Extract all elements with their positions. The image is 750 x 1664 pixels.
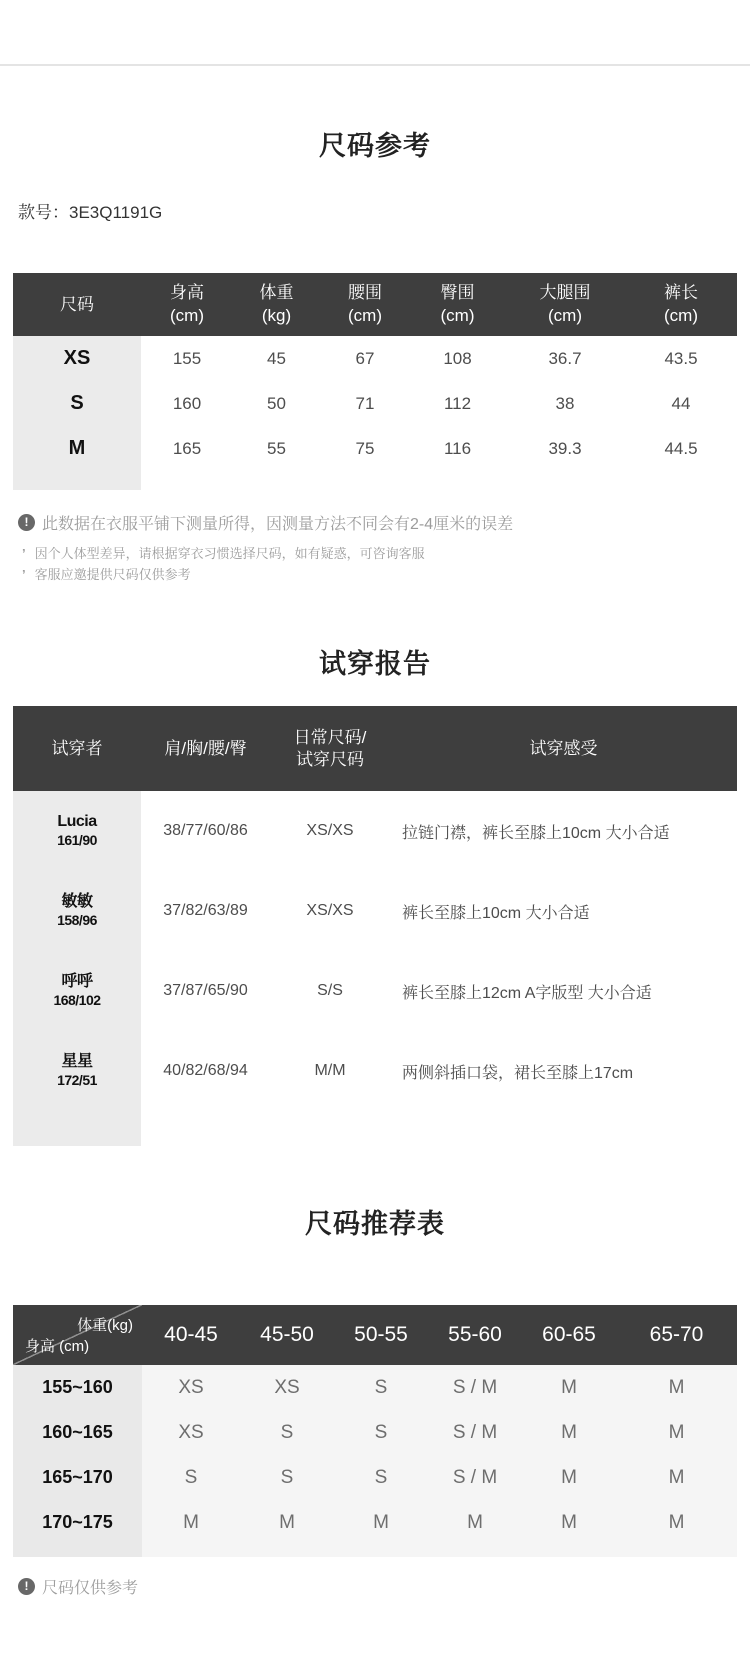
reco-size-cell: S	[334, 1410, 428, 1455]
cell-waist: 67	[355, 348, 375, 368]
feel-cell: 两侧斜插口袋，裙长至膝上17cm	[402, 1064, 634, 1082]
reco-size-cell: M	[616, 1455, 737, 1500]
bullet-icon: ’	[22, 546, 26, 562]
cell-weight: 55	[267, 438, 286, 458]
reco-row	[13, 1455, 737, 1500]
sub-note-text: 客服应邀提供尺码仅供参考	[34, 567, 191, 583]
size-reference-table	[13, 273, 737, 490]
reco-size-cell: M	[240, 1500, 334, 1545]
size-recommend-table	[13, 1305, 737, 1557]
reco-row	[13, 1500, 737, 1545]
measure-note	[18, 511, 750, 534]
weight-range-header: 40-45	[142, 1305, 240, 1365]
sub-notes	[22, 543, 750, 585]
spacer-cell	[13, 1111, 141, 1146]
header-label: 体重	[259, 283, 294, 303]
reco-size-cell: M	[334, 1500, 428, 1545]
size-row-xs	[13, 336, 737, 381]
fit-report-title: 试穿报告	[319, 649, 431, 680]
reco-size-cell: M	[428, 1500, 522, 1545]
reco-size-cell: M	[616, 1365, 737, 1410]
reco-size-cell: M	[142, 1500, 240, 1545]
exclamation-icon: !	[18, 514, 35, 531]
sub-note	[22, 564, 750, 585]
reco-note	[18, 1575, 750, 1598]
size-cell: S/S	[317, 982, 343, 1000]
spacer-cell	[13, 1545, 142, 1557]
reco-size-cell: S	[240, 1455, 334, 1500]
reco-size-cell: M	[616, 1500, 737, 1545]
size-table-header-size	[13, 273, 141, 336]
model-number: 款号：3E3Q1191G	[18, 203, 163, 223]
weight-range-header: 65-70	[616, 1305, 737, 1365]
size-label: M	[13, 426, 141, 471]
fit-row	[13, 1031, 737, 1111]
fit-table-spacer-row	[13, 1111, 737, 1146]
reco-size-cell: M	[522, 1455, 616, 1500]
header-label: 裤长	[664, 283, 698, 303]
size-cell: XS/XS	[306, 902, 354, 920]
fit-header-size	[270, 706, 390, 791]
cell-thigh: 38	[555, 393, 575, 413]
height-range-label: 170~175	[13, 1500, 142, 1545]
header-label: 试穿感受	[529, 738, 598, 758]
spacer-cell	[142, 1545, 737, 1557]
height-range-label: 155~160	[13, 1365, 142, 1410]
reco-size-cell: M	[522, 1410, 616, 1455]
size-label: S	[13, 381, 141, 426]
reco-size-cell: XS	[142, 1365, 240, 1410]
size-table-header-thigh	[505, 273, 625, 336]
fit-report-table	[13, 706, 737, 1146]
sub-note	[22, 543, 750, 564]
header-unit: (cm)	[440, 305, 475, 325]
tester-stats: 172/51	[57, 1072, 97, 1089]
cell-thigh: 39.3	[548, 438, 582, 458]
size-table-header-weight	[233, 273, 320, 336]
header-label: 肩/胸/腰/臀	[164, 738, 247, 758]
reco-table-header-row	[13, 1305, 737, 1365]
header-unit: (cm)	[548, 305, 582, 325]
spacer-cell	[141, 1111, 737, 1146]
reco-size-cell: S	[334, 1365, 428, 1410]
spacer-cell	[141, 471, 737, 490]
size-table-header-hip	[410, 273, 505, 336]
feel-cell: 裤长至膝上12cm A字版型 大小合适	[402, 984, 652, 1002]
corner-weight-label: 体重(kg)	[77, 1317, 133, 1335]
size-recommend-title: 尺码推荐表	[305, 1209, 445, 1240]
tester-stats: 161/90	[57, 832, 97, 849]
size-reference-title: 尺码参考	[319, 131, 431, 161]
bullet-icon: ’	[22, 567, 26, 583]
cell-pant-length: 44	[671, 393, 691, 413]
fit-header-feel	[390, 706, 737, 791]
size-table-header-row	[13, 273, 737, 336]
size-table-header-height	[141, 273, 233, 336]
header-label: 尺码	[60, 294, 94, 314]
header-label: 大腿围	[539, 283, 591, 303]
corner-height-label: 身高 (cm)	[25, 1338, 90, 1356]
fit-row	[13, 791, 737, 871]
weight-range-header: 50-55	[334, 1305, 428, 1365]
corner-header-cell	[13, 1305, 142, 1365]
tester-cell	[13, 951, 141, 1031]
cell-thigh: 36.7	[548, 348, 582, 368]
height-range-label: 160~165	[13, 1410, 142, 1455]
header-unit: (cm)	[170, 305, 204, 325]
tester-name: Lucia	[57, 813, 97, 831]
tester-name: 星星	[61, 1053, 93, 1071]
fit-row	[13, 951, 737, 1031]
cell-waist: 71	[355, 393, 375, 413]
tester-stats: 168/102	[53, 992, 101, 1009]
header-label: 试穿者	[51, 738, 103, 758]
spacer-cell	[13, 471, 141, 490]
reco-size-cell: M	[616, 1410, 737, 1455]
size-cell: M/M	[314, 1062, 346, 1080]
fit-table-header-row	[13, 706, 737, 791]
tester-cell	[13, 871, 141, 951]
cell-pant-length: 44.5	[664, 438, 698, 458]
tester-name: 敏敏	[61, 893, 93, 911]
fit-header-measures	[141, 706, 270, 791]
reco-size-cell: S / M	[428, 1455, 522, 1500]
cell-height: 155	[172, 348, 202, 368]
cell-height: 165	[172, 438, 202, 458]
tester-cell	[13, 1031, 141, 1111]
size-table-spacer-row	[13, 471, 737, 490]
size-table-header-pant-length	[625, 273, 737, 336]
reco-size-cell: XS	[240, 1365, 334, 1410]
exclamation-icon: !	[18, 1578, 35, 1595]
cell-height: 160	[172, 393, 202, 413]
header-unit: (cm)	[348, 305, 382, 325]
header-unit: (kg)	[261, 305, 292, 325]
top-divider	[0, 64, 750, 66]
header-label: 日常尺码/	[293, 727, 367, 747]
cell-weight: 50	[267, 393, 286, 413]
weight-range-header: 45-50	[240, 1305, 334, 1365]
reco-table-spacer-row	[13, 1545, 737, 1557]
tester-name: 呼呼	[61, 973, 93, 991]
reco-row	[13, 1365, 737, 1410]
size-cell: XS/XS	[306, 822, 354, 840]
size-row-m	[13, 426, 737, 471]
size-row-s	[13, 381, 737, 426]
reco-row	[13, 1410, 737, 1455]
cell-hip: 108	[443, 348, 472, 368]
header-label: 腰围	[348, 283, 382, 303]
fit-header-tester	[13, 706, 141, 791]
reco-size-cell: XS	[142, 1410, 240, 1455]
cell-weight: 45	[267, 348, 286, 368]
measures-cell: 37/87/65/90	[163, 982, 248, 1000]
reco-size-cell: S / M	[428, 1410, 522, 1455]
cell-hip: 112	[443, 393, 472, 413]
cell-waist: 75	[355, 438, 375, 458]
reco-size-cell: S	[334, 1455, 428, 1500]
measures-cell: 37/82/63/89	[163, 902, 248, 920]
height-range-label: 165~170	[13, 1455, 142, 1500]
header-label: 身高	[170, 283, 204, 303]
reco-size-cell: S / M	[428, 1365, 522, 1410]
cell-hip: 116	[443, 438, 472, 458]
fit-row	[13, 871, 737, 951]
reco-size-cell: M	[522, 1500, 616, 1545]
size-table-header-waist	[320, 273, 410, 336]
measures-cell: 40/82/68/94	[163, 1062, 248, 1080]
tester-stats: 158/96	[57, 912, 97, 929]
size-label: XS	[13, 336, 141, 381]
header-label: 试穿尺码	[296, 749, 364, 769]
header-label: 臀围	[440, 283, 475, 303]
reco-note-text: 尺码仅供参考	[42, 1580, 139, 1598]
measures-cell: 38/77/60/86	[163, 822, 248, 840]
measure-note-text: 此数据在衣服平铺下测量所得，因测量方法不同会有2-4厘米的误差	[42, 516, 514, 534]
reco-size-cell: S	[142, 1455, 240, 1500]
cell-pant-length: 43.5	[664, 348, 698, 368]
sub-note-text: 因个人体型差异，请根据穿衣习惯选择尺码，如有疑惑，可咨询客服	[34, 546, 425, 562]
reco-size-cell: S	[240, 1410, 334, 1455]
feel-cell: 裤长至膝上10cm 大小合适	[402, 904, 590, 922]
feel-cell: 拉链门襟，裤长至膝上10cm 大小合适	[402, 824, 670, 842]
weight-range-header: 55-60	[428, 1305, 522, 1365]
header-unit: (cm)	[664, 305, 698, 325]
tester-cell	[13, 791, 141, 871]
reco-size-cell: M	[522, 1365, 616, 1410]
weight-range-header: 60-65	[522, 1305, 616, 1365]
